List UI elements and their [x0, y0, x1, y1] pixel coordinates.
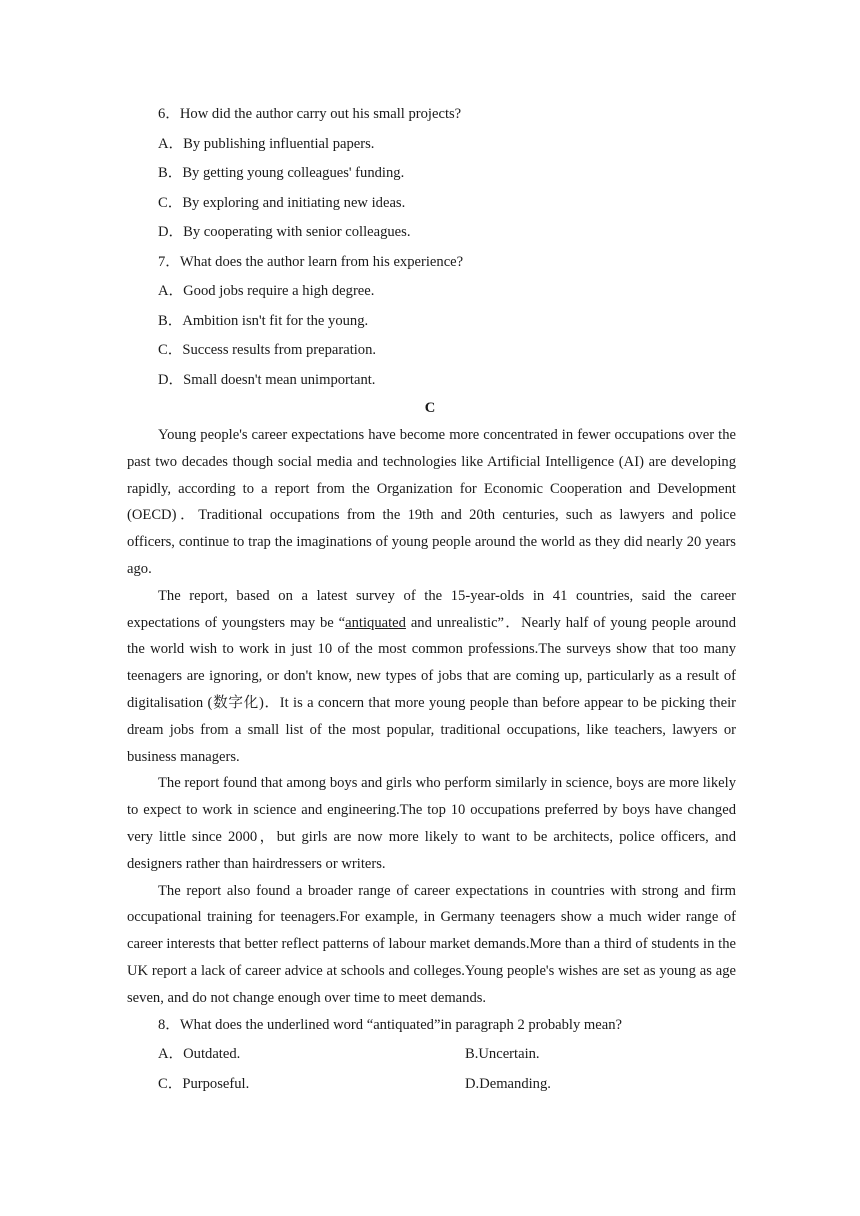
question-6-stem: 6．How did the author carry out his small projects?	[158, 106, 462, 122]
question-8-option-c: C．Purposeful.	[158, 1076, 250, 1092]
question-6-option-c: C．By exploring and initiating new ideas.	[158, 195, 406, 211]
question-8-stem: 8．What does the underlined word “antiquated”in paragraph 2 probably mean?	[158, 1017, 622, 1033]
reading-passage	[127, 422, 736, 1012]
paragraph-2-text-end: and unrealistic”．Nearly half of young people around the world wish to work in just 10 of the most common professions.The surveys show that too many teenagers are ignoring, or don't know, new types of jobs that are coming up, particularly as a result of digitalisation (数字化)．It is a concern that more young people than before appear to be picking their dream jobs from a small list of the most popular, traditional occupations, like teachers, lawyers or business managers.	[127, 614, 736, 765]
passage-paragraph-4: The report also found a broader range of career expectations in countries with strong and firm occupational training for teenagers.For example, in Germany teenagers show a much wider range of career interests that better reflect patterns of labour market demands.More than a third of students in the UK report a lack of career advice at schools and colleges.Young people's wishes are set as young as age seven, and do not change enough over time to meet demands.	[127, 882, 736, 1006]
question-7-stem: 7．What does the author learn from his experience?	[158, 254, 464, 270]
question-6-option-a: A．By publishing influential papers.	[158, 136, 375, 152]
question-8-option-d: D.Demanding.	[465, 1076, 551, 1092]
passage-paragraph-1: Young people's career expectations have become more concentrated in fewer occupations over the past two decades though social media and technologies like Artificial Intelligence (AI) are developing rapidly, according to a report from the Organization for Economic Cooperation and Development (OECD)．Traditional occupations from the 19th and 20th centuries, such as lawyers and police officers, continue to trap the imaginations of young people around the world as they did nearly 20 years ago.	[127, 427, 736, 577]
question-7-option-d: D．Small doesn't mean unimportant.	[158, 372, 376, 388]
question-8-option-b: B.Uncertain.	[465, 1046, 540, 1062]
question-7-option-b: B．Ambition isn't fit for the young.	[158, 313, 369, 329]
underlined-word: antiquated	[345, 614, 406, 631]
question-6-option-b: B．By getting young colleagues' funding.	[158, 165, 405, 181]
passage-paragraph-3: The report found that among boys and girls who perform similarly in science, boys are more likely to expect to work in science and engineering.The top 10 occupations preferred by boys have changed very little since 2000，but girls are now more likely to want to be architects, police officers, and designers rather than hairdressers or writers.	[127, 775, 736, 872]
paragraph-2-text-start: The report, based on a latest survey of the 15-year-olds in 41 countries, said the career expectations of youngsters may be “	[127, 587, 736, 631]
question-7-option-a: A．Good jobs require a high degree.	[158, 283, 375, 299]
question-8-option-a: A．Outdated.	[158, 1046, 241, 1062]
passage-paragraph-2	[127, 583, 736, 771]
question-7-option-c: C．Success results from preparation.	[158, 342, 377, 358]
question-6-option-d: D．By cooperating with senior colleagues.	[158, 224, 411, 240]
section-title: C	[424, 400, 436, 416]
